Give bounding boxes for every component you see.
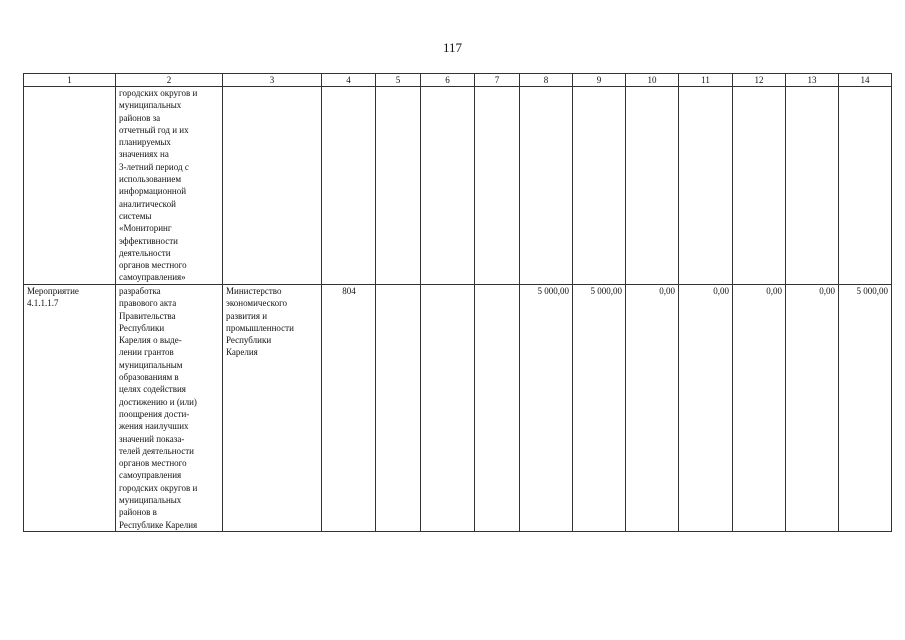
cell-col13: 0,00	[786, 285, 839, 532]
col-header-4: 4	[322, 74, 376, 87]
col-header-10: 10	[626, 74, 679, 87]
col-header-13: 13	[786, 74, 839, 87]
cell-col10	[626, 87, 679, 285]
cell-col8	[520, 87, 573, 285]
cell-col7	[475, 87, 520, 285]
column-number-row	[24, 74, 892, 87]
cell-col11: 0,00	[679, 285, 733, 532]
cell-col8: 5 000,00	[520, 285, 573, 532]
cell-measure: Мероприятие 4.1.1.1.7	[24, 285, 116, 532]
col-header-3: 3	[223, 74, 322, 87]
cell-col12	[733, 87, 786, 285]
cell-measure	[24, 87, 116, 285]
cell-col6	[421, 87, 475, 285]
cell-col11	[679, 87, 733, 285]
cell-executor	[223, 87, 322, 285]
cell-col14: 5 000,00	[839, 285, 892, 532]
col-header-12: 12	[733, 74, 786, 87]
table-row	[24, 87, 892, 285]
program-table	[23, 73, 892, 532]
cell-col14	[839, 87, 892, 285]
cell-col13	[786, 87, 839, 285]
col-header-6: 6	[421, 74, 475, 87]
cell-col6	[421, 285, 475, 532]
col-header-5: 5	[376, 74, 421, 87]
cell-col9	[573, 87, 626, 285]
col-header-9: 9	[573, 74, 626, 87]
col-header-14: 14	[839, 74, 892, 87]
col-header-7: 7	[475, 74, 520, 87]
cell-executor: Министерство экономического развития и промышленности Республики Карелия	[223, 285, 322, 532]
cell-col9: 5 000,00	[573, 285, 626, 532]
cell-description: разработка правового акта Правительства Республики Карелия о выде- лении грантов муниципальным образованиям в целях содействия достижению и (или) поощрения дости- жения наилучших значений показа- телей деятельности органов местного самоуправления городских округов и муниципальных районов в Республике Карелия	[116, 285, 223, 532]
cell-description: городских округов и муниципальных районов за отчетный год и их планируемых значениях на 3-летний период с использованием информационной аналитической системы «Мониторинг эффективности деятельности органов местного самоуправления»	[116, 87, 223, 285]
col-header-8: 8	[520, 74, 573, 87]
cell-code: 804	[322, 285, 376, 532]
table-row	[24, 285, 892, 532]
cell-col12: 0,00	[733, 285, 786, 532]
cell-code	[322, 87, 376, 285]
cell-col7	[475, 285, 520, 532]
page-number: 117	[442, 40, 463, 55]
col-header-11: 11	[679, 74, 733, 87]
cell-col5	[376, 285, 421, 532]
cell-col10: 0,00	[626, 285, 679, 532]
cell-col5	[376, 87, 421, 285]
col-header-1: 1	[24, 74, 116, 87]
col-header-2: 2	[116, 74, 223, 87]
